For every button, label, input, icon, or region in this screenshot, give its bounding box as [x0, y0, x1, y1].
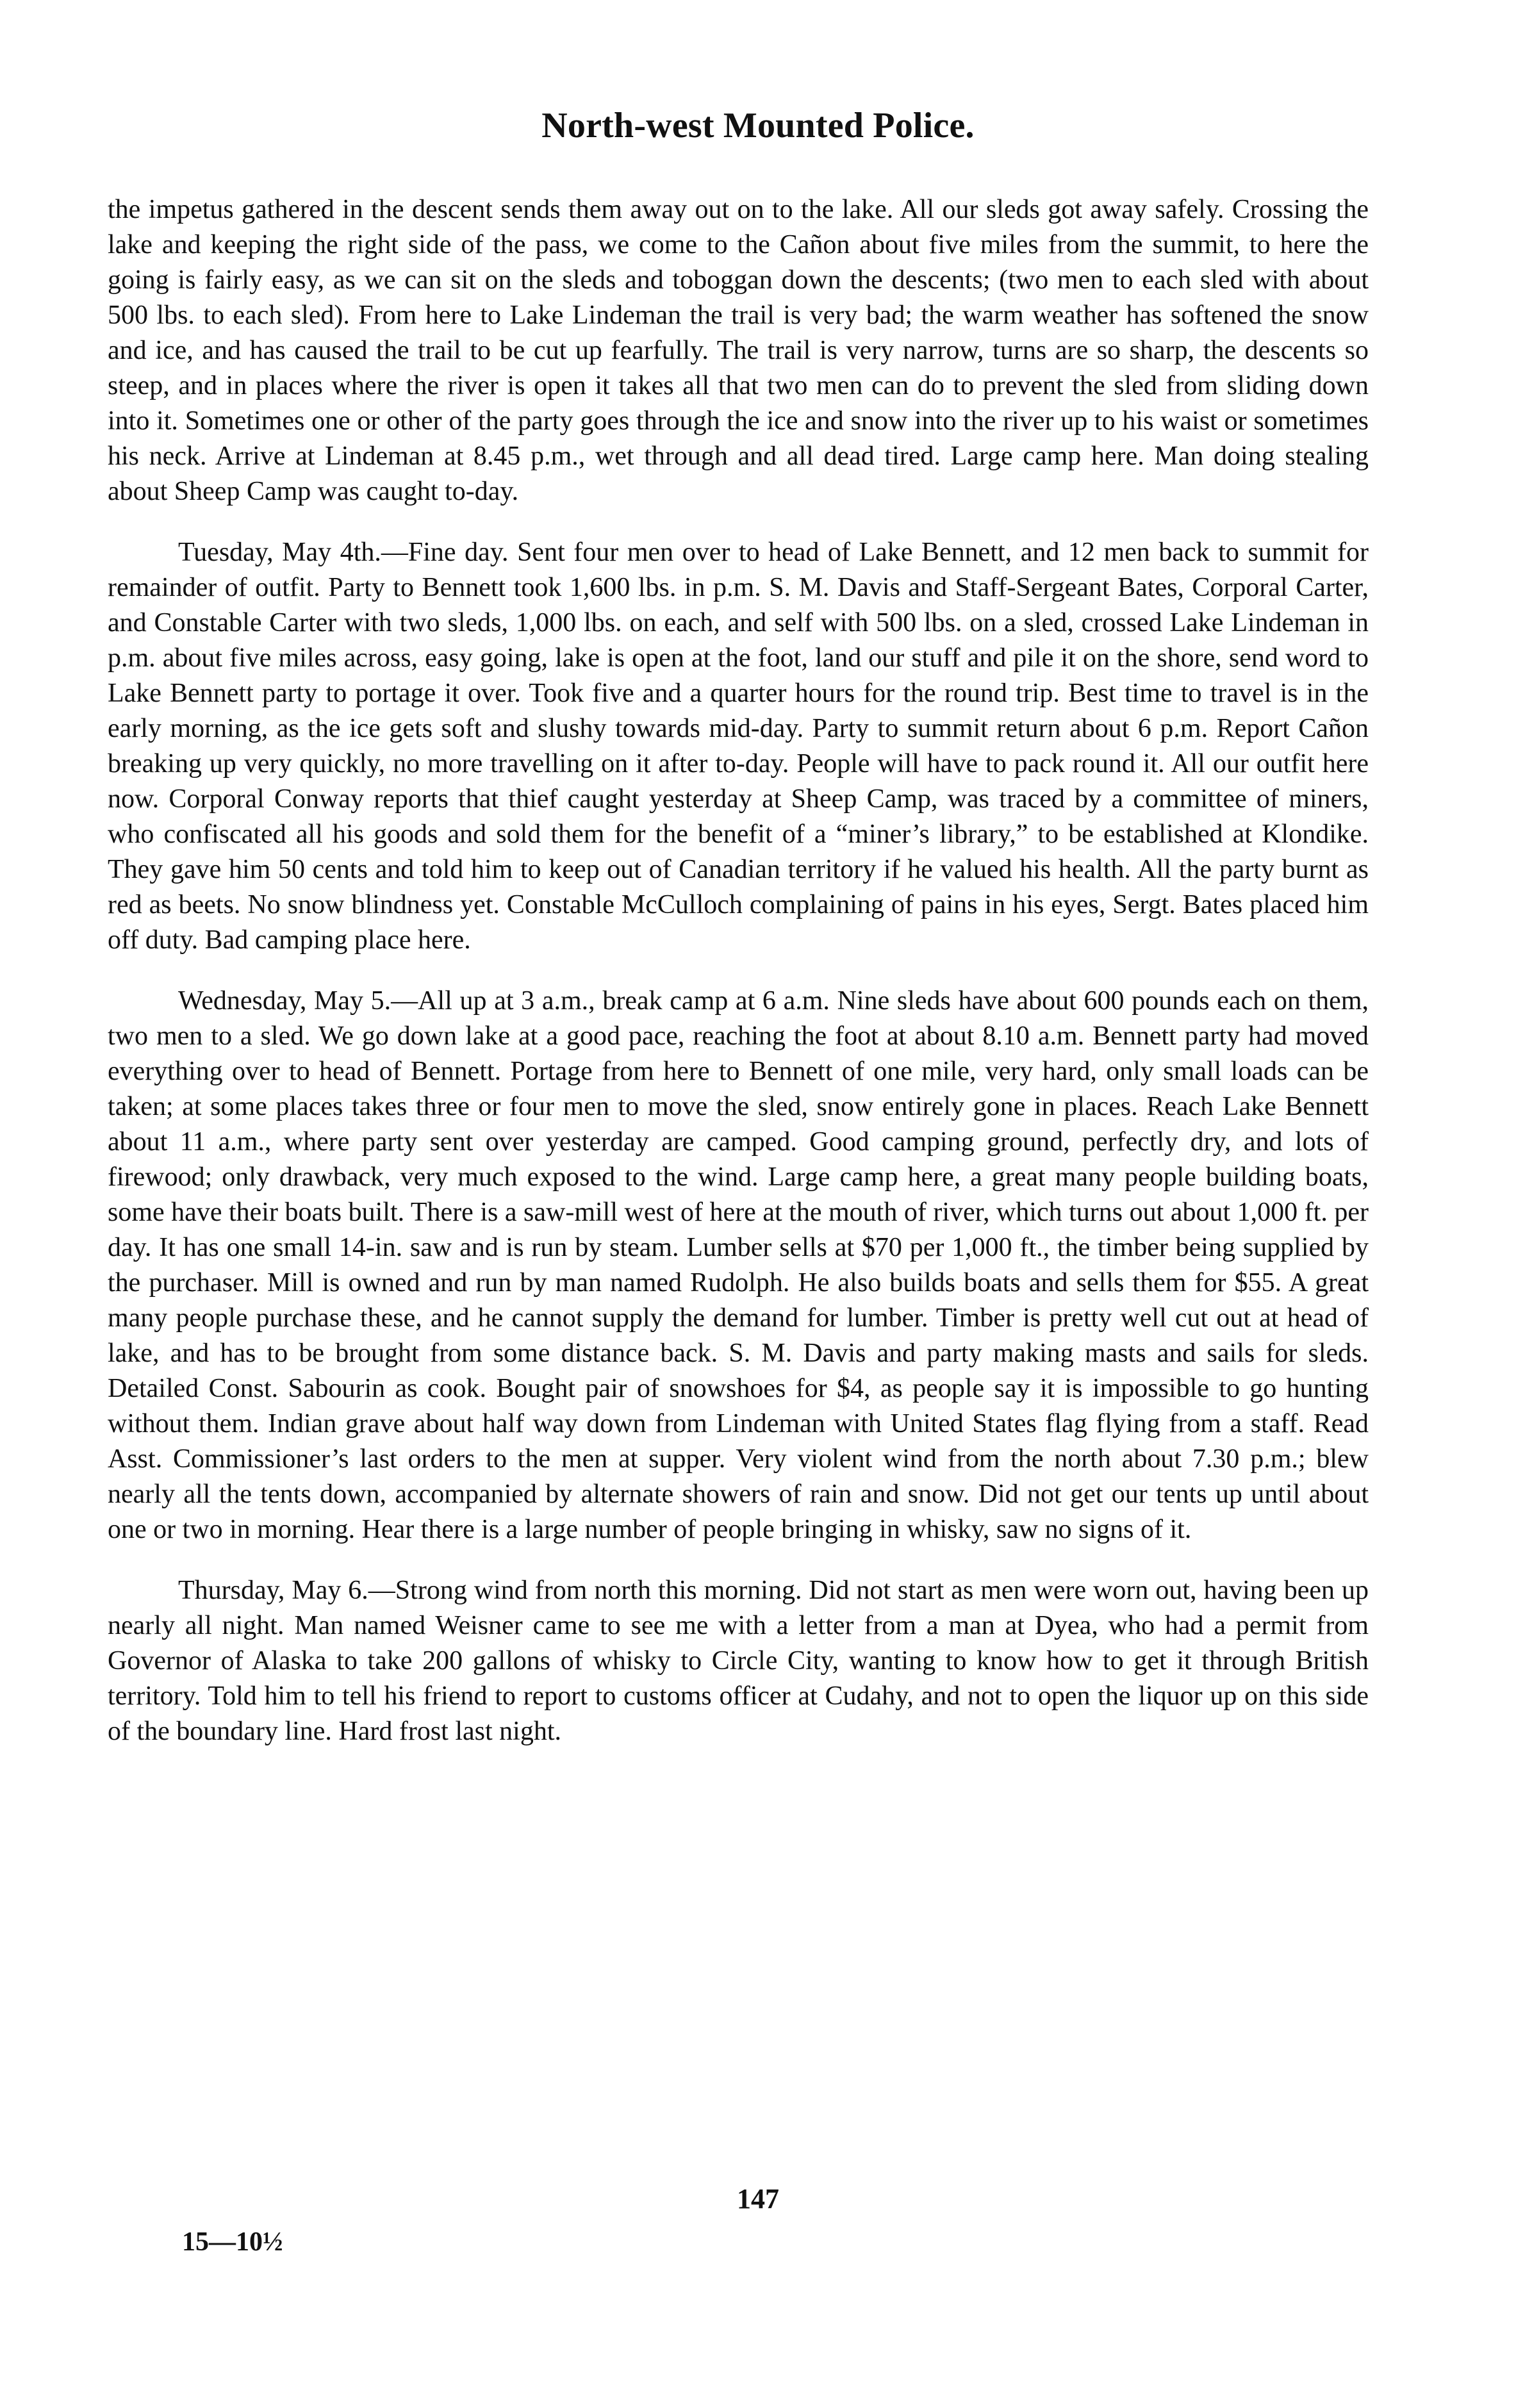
running-head-title: North-west Mounted Police. — [541, 106, 975, 145]
paragraph-may-6: Thursday, May 6.—Strong wind from north this morning. Did not start as men were worn out, having been up nearly all night. Man named Weisner came to see me with a letter from a man at Dyea, who had a permit from Governor of Alaska to take 200 gallons of whisky to Circle City, wanting to know how to get it through British territory. Told him to tell his friend to report to customs officer at Cudahy, and not to open the liquor up on this side of the boundary line. Hard frost last night. — [108, 1576, 1369, 1746]
page-number: 147 — [737, 2183, 779, 2214]
printer-signature-mark: 15—10½ — [182, 2227, 283, 2257]
paragraph-continuation: the impetus gathered in the descent sends them away out on to the lake. All our sleds got away safely. Crossing the lake and keeping the right side of the pass, we come to the Cañon about five miles from the summit, to here the going is fairly easy, as we can sit on the sleds and toboggan down the descents; (two men to each sled with about 500 lbs. to each sled). From here to Lake Lindeman the trail is very bad; the warm weather has softened the snow and ice, and has caused the trail to be cut up fearfully. The trail is very narrow, turns are so sharp, the descents so steep, and in places where the river is open it takes all that two men can do to prevent the sled from sliding down into it. Sometimes one or other of the party goes through the ice and snow into the river up to his waist or sometimes his neck. Arrive at Lindeman at 8.45 p.m., wet through and all dead tired. Large camp here. Man doing stealing about Sheep Camp was caught to-day. — [108, 195, 1369, 506]
paragraph-may-4: Tuesday, May 4th.—Fine day. Sent four men over to head of Lake Bennett, and 12 men back to summit for remainder of outfit. Party to Bennett took 1,600 lbs. in p.m. S. M. Davis and Staff-Sergeant Bates, Corporal Carter, and Constable Carter with two sleds, 1,000 lbs. on each, and self with 500 lbs. on a sled, crossed Lake Lindeman in p.m. about five miles across, easy going, lake is open at the foot, land our stuff and pile it on the shore, send word to Lake Bennett party to portage it over. Took five and a quarter hours for the round trip. Best time to travel is in the early morning, as the ice gets soft and slushy towards mid-day. Party to summit return about 6 p.m. Report Cañon breaking up very quickly, no more travelling on it after to-day. People will have to pack round it. All our outfit here now. Corporal Conway reports that thief caught yesterday at Sheep Camp, was traced by a committee of miners, who confiscated all his goods and sold them for the benefit of a “miner’s library,” to be established at Klondike. They gave him 50 cents and told him to keep out of Canadian territory if he valued his health. All the party burnt as red as beets. No snow blindness yet. Constable McCulloch complaining of pains in his eyes, Sergt. Bates placed him off duty. Bad camping place here. — [108, 538, 1369, 955]
paragraph-may-5: Wednesday, May 5.—All up at 3 a.m., break camp at 6 a.m. Nine sleds have about 600 pounds each on them, two men to a sled. We go down lake at a good pace, reaching the foot at about 8.10 a.m. Bennett party had moved everything over to head of Bennett. Portage from here to Bennett of one mile, very hard, only small loads can be taken; at some places takes three or four men to move the sled, snow entirely gone in places. Reach Lake Bennett about 11 a.m., where party sent over yesterday are camped. Good camping ground, perfectly dry, and lots of firewood; only drawback, very much exposed to the wind. Large camp here, a great many people building boats, some have their boats built. There is a saw-mill west of here at the mouth of river, which turns out about 1,000 ft. per day. It has one small 14-in. saw and is run by steam. Lumber sells at $70 per 1,000 ft., the timber being supplied by the purchaser. Mill is owned and run by man named Rudolph. He also builds boats and sells them for $55. A great many people purchase these, and he cannot supply the demand for lumber. Timber is pretty well cut out at head of lake, and has to be brought from some distance back. S. M. Davis and party making masts and sails for sleds. Detailed Const. Sabourin as cook. Bought pair of snowshoes for $4, as people say it is impossible to go hunting without them. Indian grave about half way down from Lindeman with United States flag flying from a staff. Read Asst. Commissioner’s last orders to the men at supper. Very violent wind from the north about 7.30 p.m.; blew nearly all the tents down, accompanied by alternate showers of rain and snow. Did not get our tents up until about one or two in morning. Hear there is a large number of people bringing in whisky, saw no signs of it. — [108, 986, 1369, 1544]
body-text — [108, 192, 1369, 1775]
